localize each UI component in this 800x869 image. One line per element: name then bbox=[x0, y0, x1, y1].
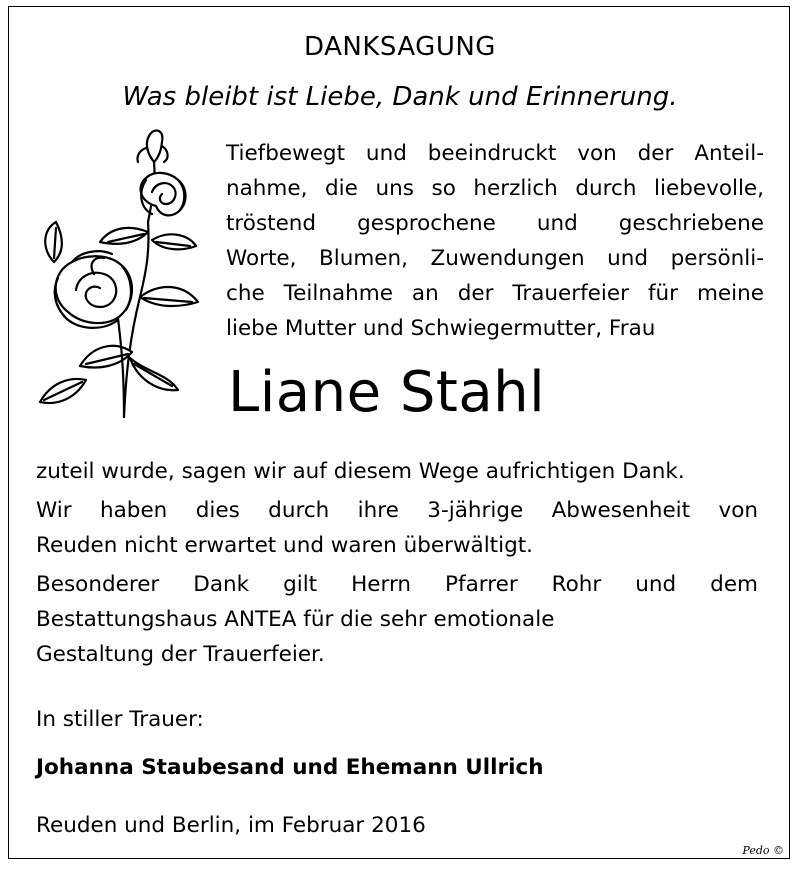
notice-title: DANKSAGUNG bbox=[304, 32, 496, 62]
body-line: zuteil wurde, sagen wir auf diesem Wege aufrichtigen Dank. bbox=[36, 459, 685, 484]
signers: Johanna Staubesand und Ehemann Ullrich bbox=[36, 755, 544, 780]
intro-text bbox=[226, 136, 764, 346]
rose-icon bbox=[28, 122, 208, 422]
body-line: Bestattungshaus ANTEA für die sehr emotionale bbox=[36, 607, 555, 632]
body-text bbox=[36, 454, 758, 672]
intro-line: Tiefbewegt und beeindruckt von der Anteil- bbox=[226, 141, 764, 166]
mourning-label: In stiller Trauer: bbox=[36, 707, 204, 732]
intro-line: Worte, Blumen, Zuwendungen und persönli- bbox=[226, 246, 764, 271]
credit-mark: Pedo © bbox=[742, 844, 784, 857]
intro-line: nahme, die uns so herzlich durch liebevolle, bbox=[226, 176, 764, 201]
body-line: Besonderer Dank gilt Herrn Pfarrer Rohr und dem bbox=[36, 572, 758, 597]
body-line: Gestaltung der Trauerfeier. bbox=[36, 642, 325, 667]
notice-motto: Was bleibt ist Liebe, Dank und Erinnerung. bbox=[122, 82, 678, 112]
deceased-name: Liane Stahl bbox=[228, 360, 546, 425]
intro-line: tröstend gesprochene und geschriebene bbox=[226, 211, 764, 236]
place-date: Reuden und Berlin, im Februar 2016 bbox=[36, 813, 426, 838]
intro-line: che Teilnahme an der Trauerfeier für meine bbox=[226, 281, 764, 306]
body-line: Reuden nicht erwartet und waren überwältigt. bbox=[36, 533, 533, 558]
body-line: Wir haben dies durch ihre 3-jährige Abwesenheit von bbox=[36, 498, 758, 523]
intro-line: liebe Mutter und Schwiegermutter, Frau bbox=[226, 316, 656, 341]
